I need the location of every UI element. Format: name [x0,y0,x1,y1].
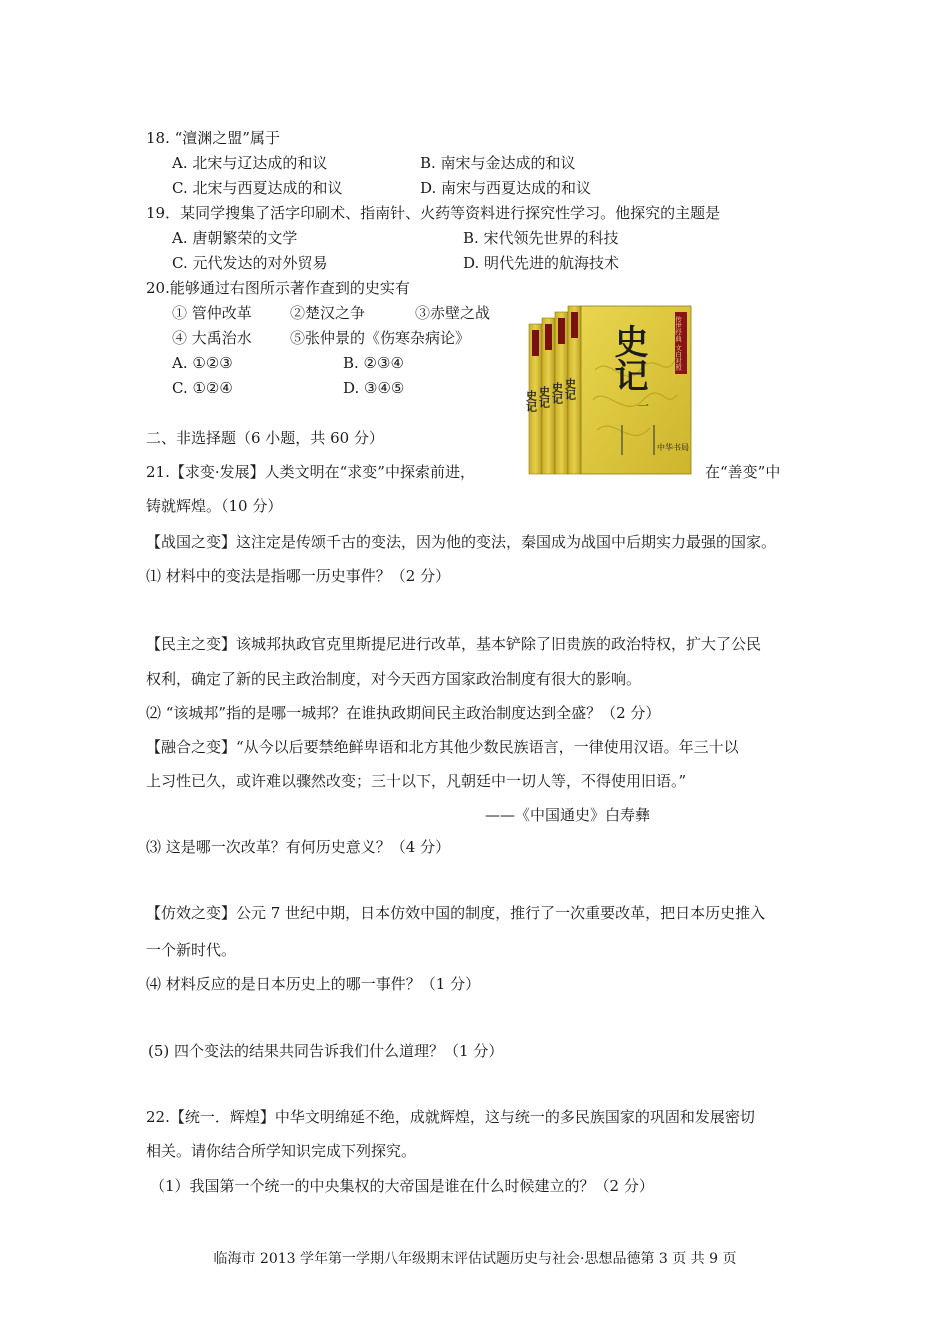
section-heading: 二、非选择题（6 小题，共 60 分） [146,429,384,447]
q21-subquestion-1: ⑴ 材料中的变法是指哪一历史事件？（2 分） [146,567,451,585]
q21-material-3-source: ——《中国通史》白寿彝 [485,806,651,824]
spine-title-2: 史记 [537,386,551,408]
q21-material-1: 【战国之变】这注定是传颂千古的变法，因为他的变法，秦国成为战国中后期实力最强的国家。 [146,533,777,551]
book-volume: 一 [637,399,650,413]
q18-option-d: D. 南宋与西夏达成的和议 [420,179,592,197]
q21-intro-a: 21.【求变·发展】人类文明在“求变”中探索前进， [146,463,475,481]
q21-material-2b: 权利，确定了新的民主政治制度，对今天西方国家政治制度有很大的影响。 [146,670,642,688]
q18-option-b: B. 南宋与金达成的和议 [420,154,576,172]
q22-intro-a: 22.【统一．辉煌】中华文明绵延不绝，成就辉煌，这与统一的多民族国家的巩固和发展密切 [146,1108,755,1126]
q20-option-d: D. ③④⑤ [343,379,405,397]
q21-material-4a: 【仿效之变】公元 7 世纪中期，日本仿效中国的制度，推行了一次重要改革，把日本历史推入 [146,904,766,922]
page-footer: 临海市 2013 学年第一学期八年级期末评估试题历史与社会·思想品德第 3 页 共 9 页 [213,1251,737,1267]
q21-intro-c: 铸就辉煌。（10 分） [146,497,283,515]
q20-stem: 20.能够通过右图所示著作查到的史实有 [146,279,410,297]
q20-option-c: C. ①②④ [172,379,233,397]
spine-title-1: 史记 [525,390,538,412]
q18-stem: 18. “澶渊之盟”属于 [146,129,280,147]
q20-item-2: ②楚汉之争 [290,304,366,322]
q22-intro-b: 相关。请你结合所学知识完成下列探究。 [146,1142,417,1160]
q21-material-2a: 【民主之变】该城邦执政官克里斯提尼进行改革，基本铲除了旧贵族的政治特权，扩大了公民 [146,635,762,653]
q21-intro-b: 在“善变”中 [705,463,781,481]
q20-item-4: ④ 大禹治水 [172,329,252,347]
book-title: 史记 [608,324,648,392]
q21-subquestion-3: ⑶ 这是哪一次改革？有何历史意义？（4 分） [146,838,451,856]
q20-option-b: B. ②③④ [343,354,404,372]
spine-title-3: 史记 [550,382,564,404]
q21-subquestion-4: ⑷ 材料反应的是日本历史上的哪一事件？（1 分） [146,975,481,993]
spine-title-4: 史记 [563,378,577,400]
q19-option-c: C. 元代发达的对外贸易 [172,254,328,272]
q18-option-a: A. 北宋与辽达成的和议 [172,154,328,172]
q22-subquestion-1: （1）我国第一个统一的中央集权的大帝国是谁在什么时候建立的？（2 分） [150,1177,654,1195]
book-banner: 传世经典 文白对照 [674,316,682,371]
q18-option-c: C. 北宋与西夏达成的和议 [172,179,343,197]
q20-option-a: A. ①②③ [172,354,233,372]
q19-stem: 19．某同学搜集了活字印刷术、指南针、火药等资料进行探究性学习。他探究的主题是 [146,204,721,222]
q21-subquestion-5: (5) 四个变法的结果共同告诉我们什么道理？（1 分） [148,1042,504,1060]
book-publisher: 中华书局 [657,443,689,452]
q21-subquestion-2: ⑵ “该城邦”指的是哪一城邦？在谁执政期间民主政治制度达到全盛？（2 分） [146,704,661,722]
q21-material-3b: 上习性已久，或许难以骤然改变；三十以下，凡朝廷中一切人等，不得使用旧语。” [146,772,687,790]
q20-item-3: ③赤壁之战 [415,304,491,322]
q19-option-a: A. 唐朝繁荣的文学 [172,229,298,247]
q20-item-1: ① 管仲改革 [172,304,252,322]
q20-item-5: ⑤张仲景的《伤寒杂病论》 [290,329,471,347]
shiji-book-set-image [525,300,695,482]
q21-material-3a: 【融合之变】“从今以后要禁绝鲜卑语和北方其他少数民族语言，一律使用汉语。年三十以 [146,738,739,756]
q19-option-d: D. 明代先进的航海技术 [463,254,620,272]
q19-option-b: B. 宋代领先世界的科技 [463,229,619,247]
q21-material-4b: 一个新时代。 [146,941,237,959]
